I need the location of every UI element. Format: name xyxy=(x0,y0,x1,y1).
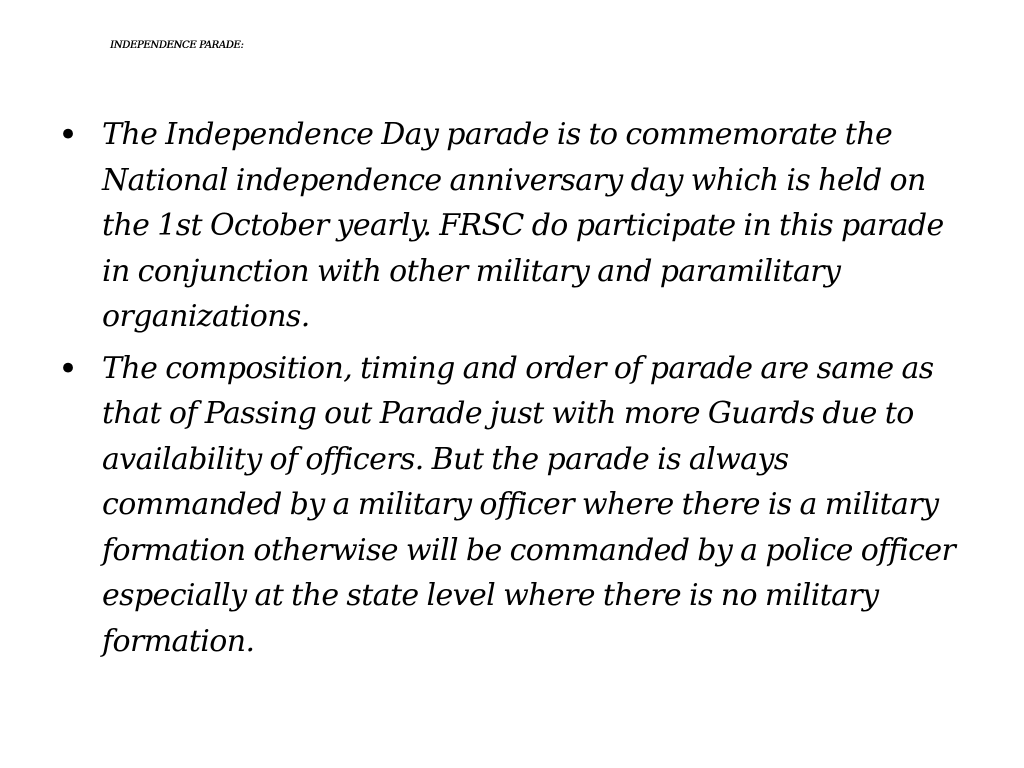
bullet-dot-icon: • xyxy=(58,348,78,389)
bullet-item xyxy=(58,112,958,340)
bullet-item xyxy=(58,346,958,665)
bullet-dot-icon: • xyxy=(58,115,78,155)
bullet-text: The Independence Day parade is to commemorate the National independence anniversary day which is held on the 1st October yearly. FRSC do participate in this parade in conjunction with other military and paramilitary organizations. xyxy=(102,117,944,334)
bullet-list xyxy=(58,112,958,670)
bullet-text: The composition, timing and order of parade are same as that of Passing out Parade just with more Guards due to availability of officers. But the parade is always commanded by a military officer where there is a military formation otherwise will be commanded by a police officer especially at the state level where there is no military formation. xyxy=(102,350,956,659)
slide-title: INDEPENDENCE PARADE: xyxy=(110,40,244,51)
